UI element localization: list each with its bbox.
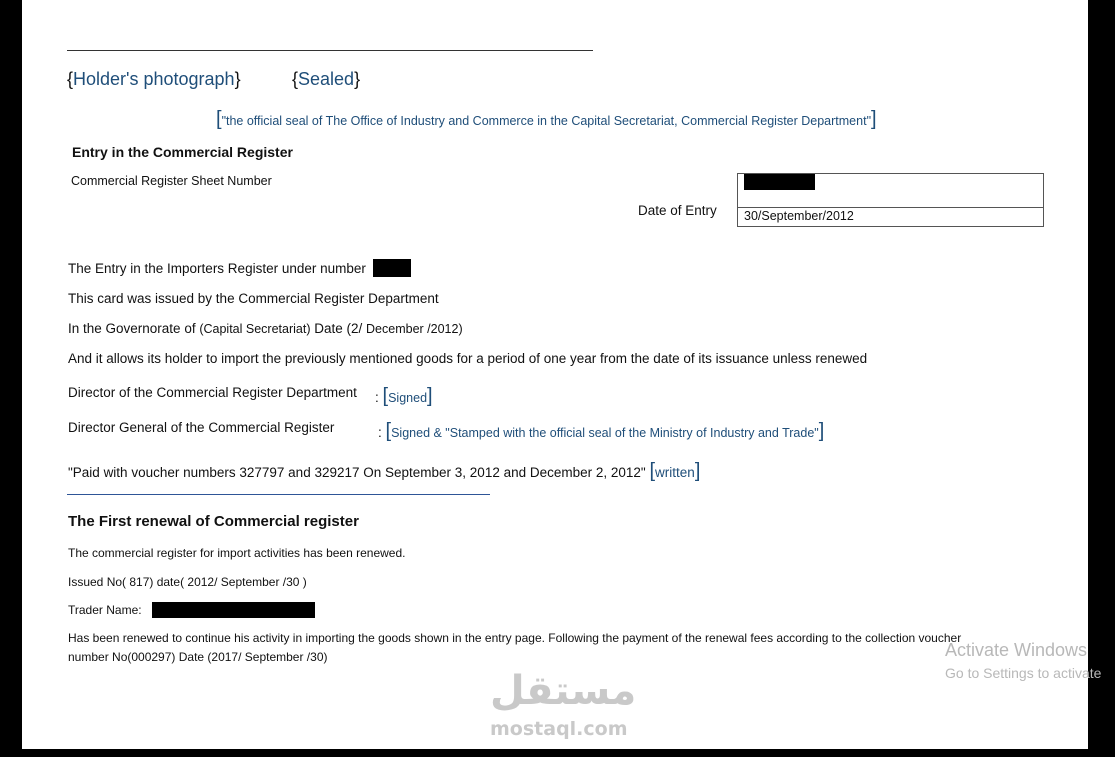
governorate-line: [68, 321, 463, 336]
seal-note: [216, 108, 877, 131]
director-general-signature: [378, 420, 824, 443]
renewal-line-2: Issued No( 817) date( 2012/ September /30 ): [68, 575, 307, 589]
redacted-trader-name: [152, 602, 315, 618]
entry-heading: Entry in the Commercial Register: [72, 144, 293, 160]
date-prefix: Date (2/: [310, 321, 367, 336]
importers-register-line: The Entry in the Importers Register under number: [68, 261, 366, 276]
bracket-open: [: [649, 460, 656, 482]
redacted-importers-number: [373, 259, 411, 277]
renewal-line-4b: number No(000297) Date (2017/ September /30): [68, 650, 328, 664]
issued-line: This card was issued by the Commercial Register Department: [68, 291, 439, 306]
director-general-label: Director General of the Commercial Register: [68, 420, 335, 435]
director-signed-note: Signed: [388, 391, 428, 405]
bracket-open: [: [385, 420, 392, 442]
brace-close: }: [354, 69, 361, 89]
watermark-latin: mostaql.com: [490, 718, 628, 740]
date-of-entry-box: [737, 207, 1044, 227]
governorate-prefix: In the Governorate of: [68, 321, 200, 336]
bracket-close: ]: [694, 460, 701, 482]
renewal-heading: The First renewal of Commercial register: [68, 513, 359, 530]
document-page: [22, 0, 1088, 749]
bracket-open: [: [216, 108, 222, 130]
section-separator: [67, 494, 490, 495]
seal-note-text: "the official seal of The Office of Industry and Commerce in the Capital Secretariat, Commercial Register Department": [221, 114, 872, 128]
renewal-line-4a: Has been renewed to continue his activity in importing the goods shown in the entry page. Following the payment of the renewal fees according to the collection voucher: [68, 631, 962, 645]
holder-photo-placeholder: [67, 69, 241, 90]
written-note: written: [655, 465, 695, 480]
photo-label: Holder's photograph: [73, 69, 235, 89]
governorate-value: (Capital Secretariat): [199, 322, 311, 336]
issue-date-value: December /2012): [366, 322, 463, 336]
watermark-arabic: مستقل: [490, 668, 637, 714]
brace-open: {: [292, 69, 299, 89]
date-of-entry-value: 30/September/2012: [744, 209, 854, 223]
sheet-number-label: Commercial Register Sheet Number: [71, 174, 272, 188]
bracket-close: ]: [818, 420, 825, 442]
sealed-placeholder: [292, 69, 360, 90]
trader-name-label: Trader Name:: [68, 603, 142, 617]
director-label: Director of the Commercial Register Department: [68, 385, 357, 400]
activate-windows-title: Activate Windows: [945, 640, 1088, 660]
paid-voucher-line: [68, 460, 700, 483]
director-general-note: Signed & "Stamped with the official seal of the Ministry of Industry and Trade": [391, 426, 819, 440]
brace-open: {: [67, 69, 74, 89]
bracket-open: [: [382, 385, 389, 407]
allows-line: And it allows its holder to import the previously mentioned goods for a period of one year from the date of its issuance unless renewed: [68, 351, 868, 366]
paid-voucher-text: "Paid with voucher numbers 327797 and 329217 On September 3, 2012 and December 2, 2012": [68, 465, 646, 480]
bracket-close: ]: [427, 385, 433, 407]
date-of-entry-label: Date of Entry: [638, 203, 717, 218]
director-signature: [375, 385, 433, 408]
brace-close: }: [234, 69, 241, 89]
activate-windows-subtitle: Go to Settings to activate: [945, 665, 1102, 681]
colon: :: [375, 390, 379, 405]
bracket-close: ]: [871, 108, 877, 130]
redacted-sheet-number: [744, 174, 815, 190]
renewal-line-1: The commercial register for import activities has been renewed.: [68, 546, 406, 560]
sealed-label: Sealed: [298, 69, 355, 89]
colon: :: [378, 425, 382, 440]
top-rule: [67, 50, 593, 51]
